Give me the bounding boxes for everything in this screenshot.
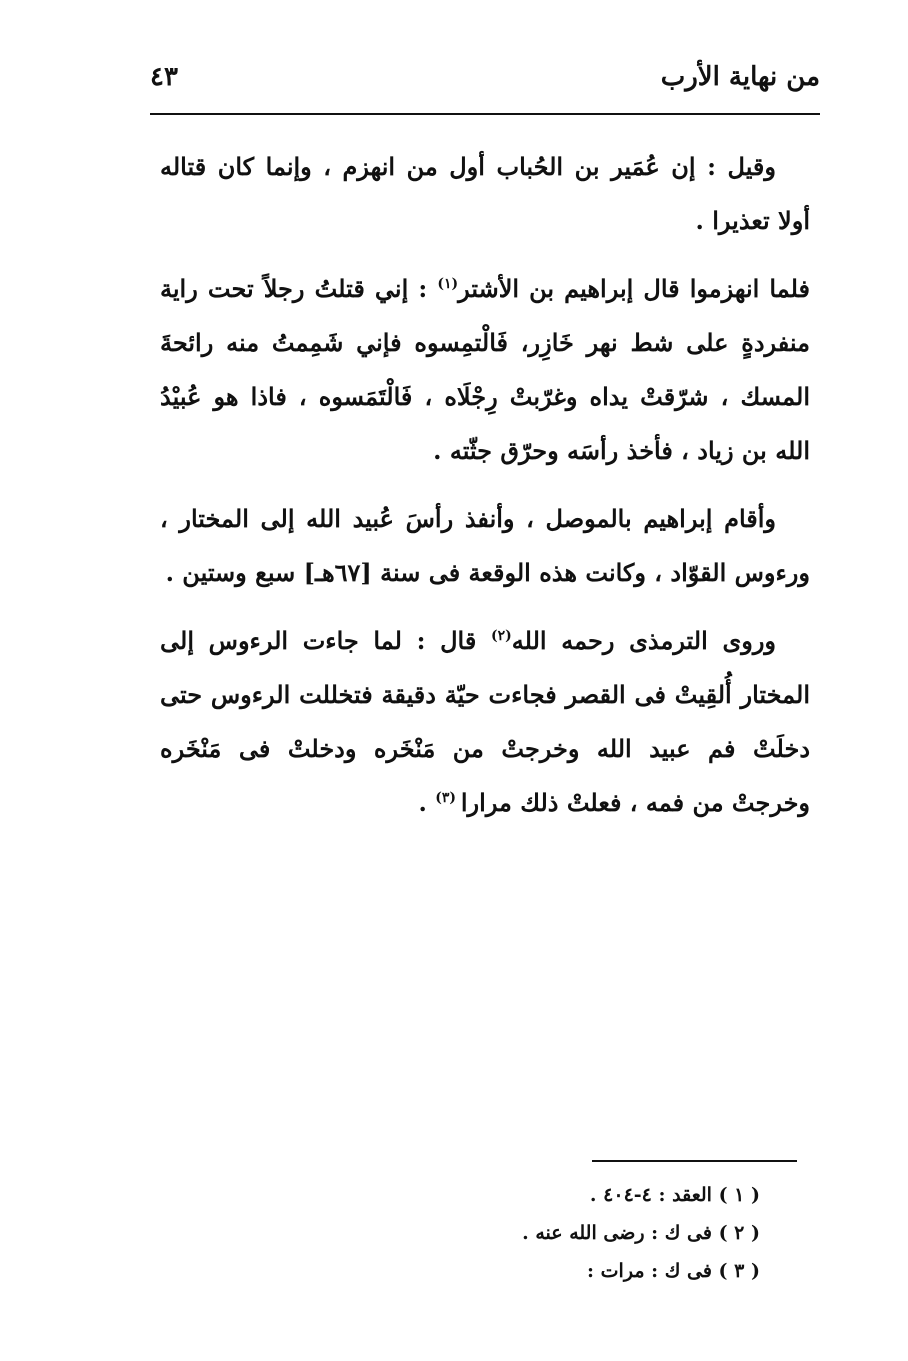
paragraph-1	[160, 140, 810, 248]
footnote-ref-1: (١)	[437, 276, 459, 292]
running-header	[150, 62, 820, 110]
paragraph-1-text: وقيل : إن عُمَير بن الحُباب أول من انهزم ، وإنما كان قتاله أولا تعذيرا .	[160, 152, 810, 235]
footnote-rule	[592, 1160, 797, 1162]
paragraph-2-text-after: : إني قتلتُ رجلاً تحت راية منفردةٍ على شط نهر خَازِر، فَالْتمِسوه فإني شَمِمتُ منه رائحةَ المسك ، شرّقتْ يداه وغرّبتْ رِجْلَاه ، فَالْتَمَسوه ، فاذا هو عُبيْدُ الله بن زياد ، فأخذ رأسَه وحرّق جثّته .	[160, 274, 810, 465]
paragraph-4-text-middle: قال : لما جاءت الرءوس إلى المختار أُلقِيتْ فى القصر فجاءت حيّة دقيقة فتخللت الرءوس حتى دخلَتْ فم عبيد الله وخرجتْ من مَنْخَره ودخلتْ فى مَنْخَره وخرجتْ من فمه ، فعلتْ ذلك مرارا	[160, 626, 811, 817]
footnotes	[520, 1176, 760, 1290]
header-title: من نهاية الأرب	[660, 62, 820, 92]
header-rule	[150, 113, 820, 115]
footnote-2: ( ٢ ) فى ك : رضى الله عنه .	[522, 1222, 760, 1244]
paragraph-3-text: وأقام إبراهيم بالموصل ، وأنفذ رأسَ عُبيد الله إلى المختار ، ورءوس القوّاد ، وكانت هذه الوقعة فى سنة [٦٧هـ] سبع وستين .	[160, 504, 810, 587]
paragraph-2	[160, 262, 810, 478]
footnote-3: ( ٣ ) فى ك : مرات :	[587, 1260, 760, 1282]
page-number: ٤٣	[150, 62, 178, 92]
footnote-ref-2: (٢)	[491, 628, 512, 644]
paragraph-3	[160, 492, 810, 600]
footnote-1: ( ١ ) العقد : ٤-٤٠٤ .	[589, 1184, 760, 1206]
main-text	[160, 140, 810, 844]
footnote-ref-3: (٣)	[435, 790, 461, 806]
paragraph-4-text-before: وروى الترمذى رحمه الله	[511, 626, 776, 655]
paragraph-4-text-after: .	[418, 788, 436, 817]
paragraph-4	[160, 614, 810, 830]
paragraph-2-text-before: فلما انهزموا قال إبراهيم بن الأشتر	[458, 274, 811, 303]
